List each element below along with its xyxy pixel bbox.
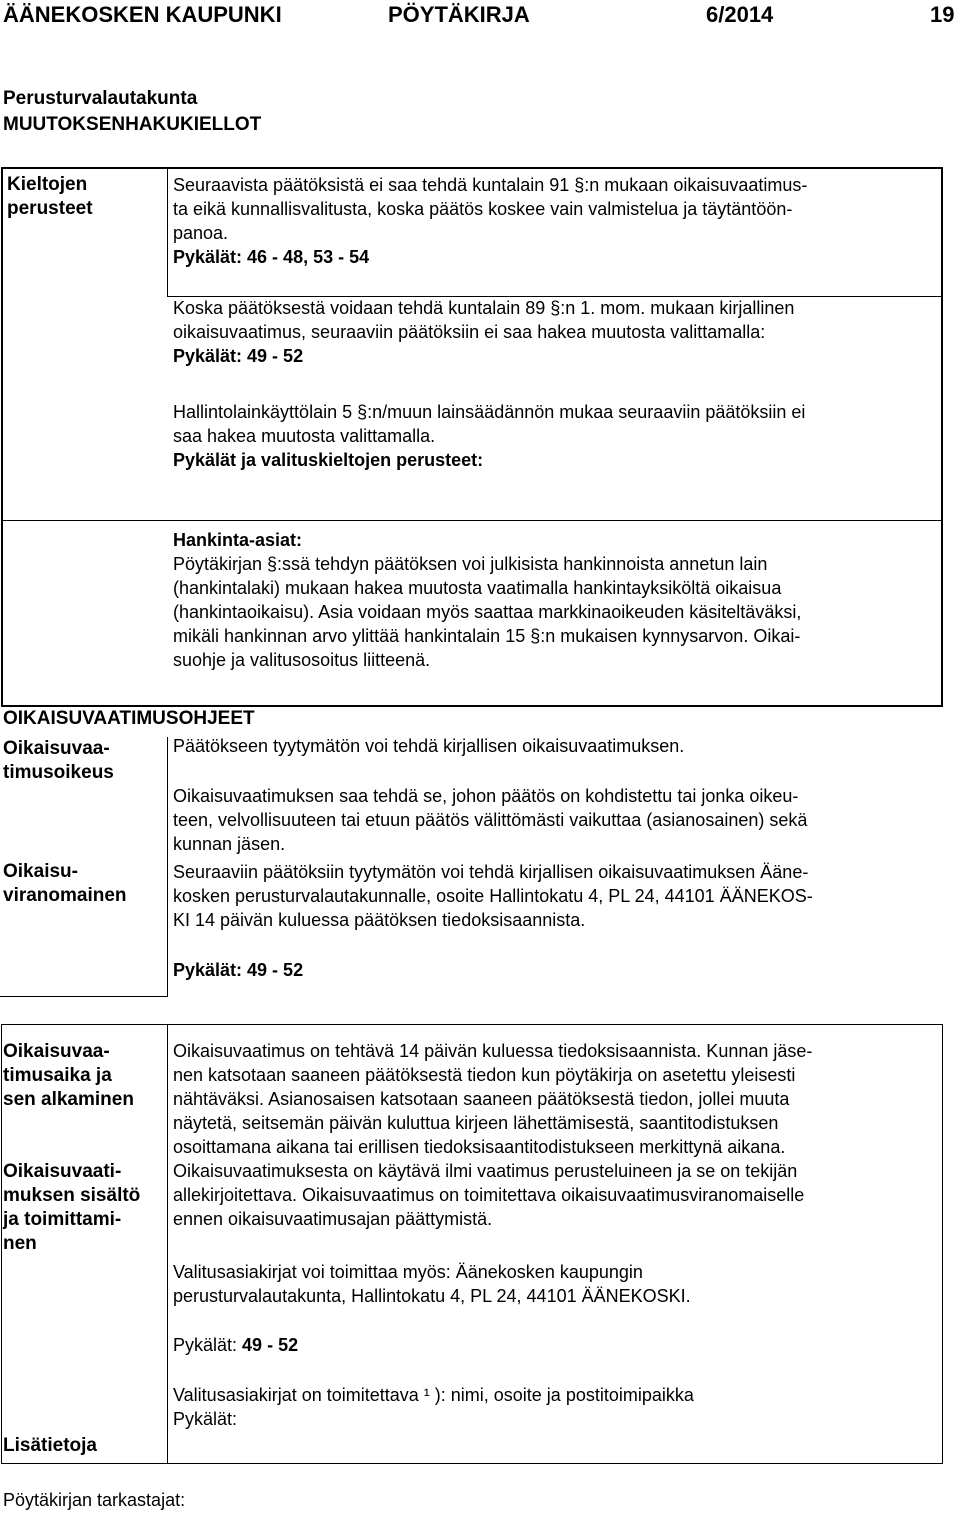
restrictions-block3: Hallintolainkäyttölain 5 §:n/muun lainsäädännön mukaa seuraaviin päätöksiin ei saa hakea muutosta valittamalla. Pykälät ja valituskieltojen perusteet:: [173, 402, 806, 470]
procurement-block: Hankinta-asiat: Pöytäkirjan §:ssä tehdyn päätöksen voi julkisista hankinnoista annetun lain (hankintalaki) mukaan hakea muutosta vaatimalla hankintayksiköltä oikaisua (hankintaoikaisu). Asia voidaan myös saattaa markkinaoikeuden käsiteltäväksi, mikäli hankinnan arvo ylittää hankintalain 15 §:n mukaisen kynnysarvon. Oikai- suohje ja valitusosoitus liitteenä.: [173, 530, 802, 670]
deadline-label: Oikaisuvaa- timusaika ja sen alkaminen: [3, 1041, 134, 1110]
authority-sections: Pykälät: 49 - 52: [173, 960, 304, 980]
block2-sections: Pykälät: 49 - 52: [173, 346, 304, 366]
appeal-docs: Valitusasiakirjat voi toimittaa myös: Äänekosken kaupungin perusturvalautakunta, Hallintokatu 4, PL 24, 44101 ÄÄNEKOSKI.: [173, 1262, 691, 1306]
body-name: Perusturvalautakunta: [3, 88, 198, 109]
header-doc-type: PÖYTÄKIRJA: [388, 2, 530, 27]
box-divider: [167, 168, 168, 296]
deadline-text: Oikaisuvaatimus on tehtävä 14 päivän kuluessa tiedoksisaannista. Kunnan jäse- nen katsotaan saaneen päätöksestä tiedon kun pöytäkirja on asetettu yleisesti nähtäväksi. Asianosaisen katsotaan saaneen päätöksestä tiedon, jollei muuta näytetä, seitsemän päivän kuluttua kirjeen lähettämisestä, saantitodistuksen osoittamana aikana tai erillisen tiedoksisaantitodistukseen merkittynä aikana.: [173, 1041, 813, 1157]
block3-heading: Pykälät ja valituskieltojen perusteet:: [173, 450, 484, 470]
delivery-block: Valitusasiakirjat on toimitettava ¹ ): nimi, osoite ja postitoimipaikka Pykälät:: [173, 1385, 694, 1429]
header-page: 19: [930, 2, 955, 27]
right-label: Oikaisuvaa- timusoikeus: [3, 738, 114, 783]
content-text: Oikaisuvaatimuksesta on käytävä ilmi vaatimus perusteluineen ja se on tekijän allekirjoitettava. Oikaisuvaatimus on toimitettava oikaisuvaatimusviranomaiselle ennen oikaisuvaatimusajan päättymistä.: [173, 1161, 805, 1229]
restrictions-block1: Seuraavista päätöksistä ei saa tehdä kuntalain 91 §:n mukaan oikaisuvaatimus- ta eikä kunnallisvalitusta, koska päätös koskee vain valmistelua ja täytäntöön- panoa. Pykälät: 46 - 48, 53 - 54: [173, 175, 808, 267]
content-label: Oikaisuvaati- muksen sisältö ja toimittami- nen: [3, 1161, 141, 1254]
restrictions-label: Kieltojen perusteet: [7, 174, 93, 219]
extra-label: Lisätietoja: [3, 1435, 97, 1456]
restrictions-block2: Koska päätöksestä voidaan tehdä kuntalain 89 §:n 1. mom. mukaan kirjallinen oikaisuvaatimus, seuraaviin päätöksiin ei saa hakea muutosta valittamalla: Pykälät: 49 - 52: [173, 298, 795, 366]
box-divider: [2, 520, 942, 521]
authority-text: Seuraaviin päätöksiin tyytymätön voi tehdä kirjallisen oikaisuvaatimuksen Ääne- kosken perusturvalautakunnalle, osoite Hallintokatu 4, PL 24, 44101 ÄÄNEKOS- KI 14 päivän kuluessa päätöksen tiedoksisaannista.: [173, 862, 813, 930]
right-p2: Oikaisuvaatimuksen saa tehdä se, johon päätös on kohdistettu tai jonka oikeu- teen, velvollisuuteen tai etuun päätös välittömästi vaikuttaa (asianosainen) sekä kunnan jäsen.: [173, 786, 808, 854]
header-org: ÄÄNEKOSKEN KAUPUNKI: [3, 2, 282, 27]
right-p1: Päätökseen tyytymätön voi tehdä kirjallisen oikaisuvaatimuksen.: [173, 736, 685, 756]
section-divider: [0, 996, 168, 997]
lower-divider: [167, 1024, 168, 1464]
block1-sections: Pykälät: 46 - 48, 53 - 54: [173, 247, 370, 267]
section-title: MUUTOKSENHAKUKIELLOT: [3, 114, 262, 135]
section-divider: [167, 737, 168, 996]
instructions-title: OIKAISUVAATIMUSOHJEET: [3, 708, 255, 729]
header-number: 6/2014: [706, 2, 774, 27]
authority-label: Oikaisu- viranomainen: [3, 861, 127, 906]
footer-reviewers: Pöytäkirjan tarkastajat:: [3, 1490, 186, 1510]
procurement-heading: Hankinta-asiat:: [173, 530, 303, 550]
lower-sections: Pykälät: 49 - 52: [173, 1335, 299, 1355]
